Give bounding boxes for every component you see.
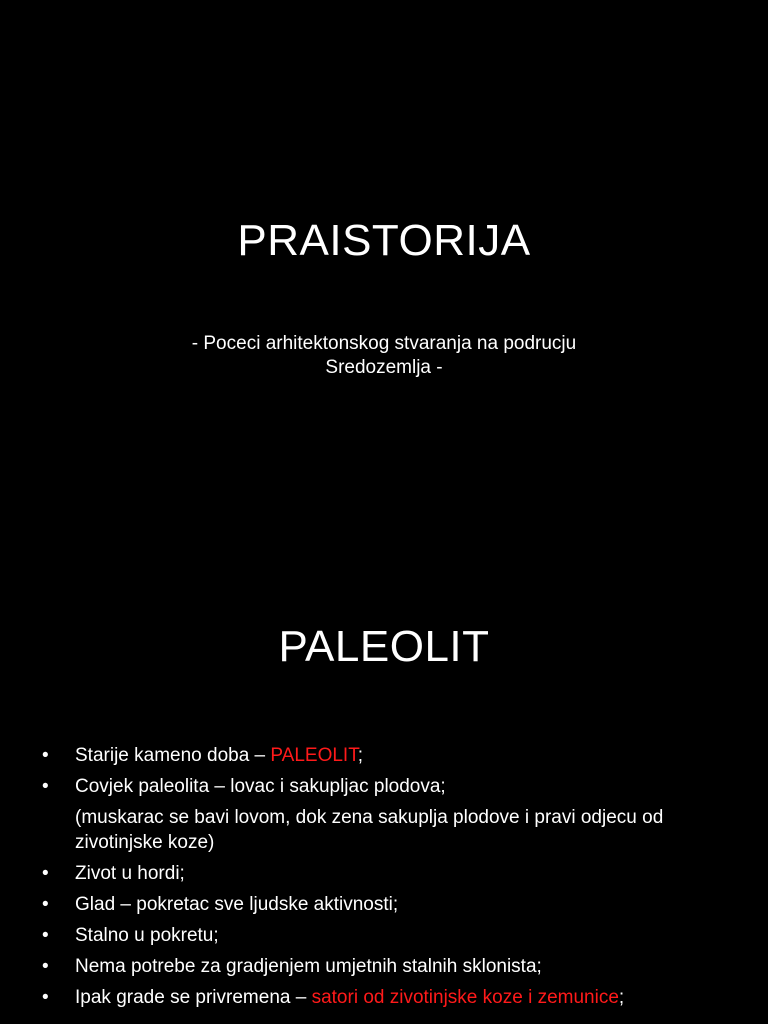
bullet-item bbox=[40, 985, 740, 1010]
bullet-text: Nema potrebe za gradjenjem umjetnih stalnih sklonista; bbox=[75, 956, 542, 977]
bullet-item bbox=[40, 954, 740, 979]
bullet-item bbox=[40, 923, 740, 948]
bullet-text: Zivot u hordi; bbox=[75, 863, 185, 884]
bullet-list bbox=[40, 743, 740, 1016]
bullet-highlight: satori od zivotinjske koze i zemunice bbox=[311, 987, 619, 1008]
section-title: PALEOLIT bbox=[278, 622, 490, 671]
bullet-highlight: PALEOLIT bbox=[270, 745, 358, 766]
bullet-item bbox=[40, 743, 740, 768]
bullet-continuation bbox=[40, 805, 740, 855]
bullet-text: Ipak grade se privremena – bbox=[75, 987, 312, 1008]
bullet-text: Starije kameno doba – bbox=[75, 745, 271, 766]
bullet-text: Covjek paleolita – lovac i sakupljac plodova; bbox=[75, 776, 446, 797]
bullet-item bbox=[40, 774, 740, 799]
bullet-item bbox=[40, 892, 740, 917]
bullet-item bbox=[40, 861, 740, 886]
bullet-text: Stalno u pokretu; bbox=[75, 925, 219, 946]
slide-title: PRAISTORIJA bbox=[237, 216, 531, 265]
bullet-text-end: ; bbox=[357, 745, 363, 766]
bullet-text: (muskarac se bavi lovom, dok zena sakuplja plodove i pravi odjecu od zivotinjske koze) bbox=[75, 807, 664, 853]
bullet-text: Glad – pokretac sve ljudske aktivnosti; bbox=[75, 894, 399, 915]
subtitle-line-1: - Poceci arhitektonskog stvaranja na podrucju bbox=[191, 333, 577, 354]
slide-subtitle bbox=[114, 332, 654, 380]
bullet-text-end: ; bbox=[618, 987, 625, 1008]
subtitle-line-2: Sredozemlja - bbox=[325, 357, 443, 378]
